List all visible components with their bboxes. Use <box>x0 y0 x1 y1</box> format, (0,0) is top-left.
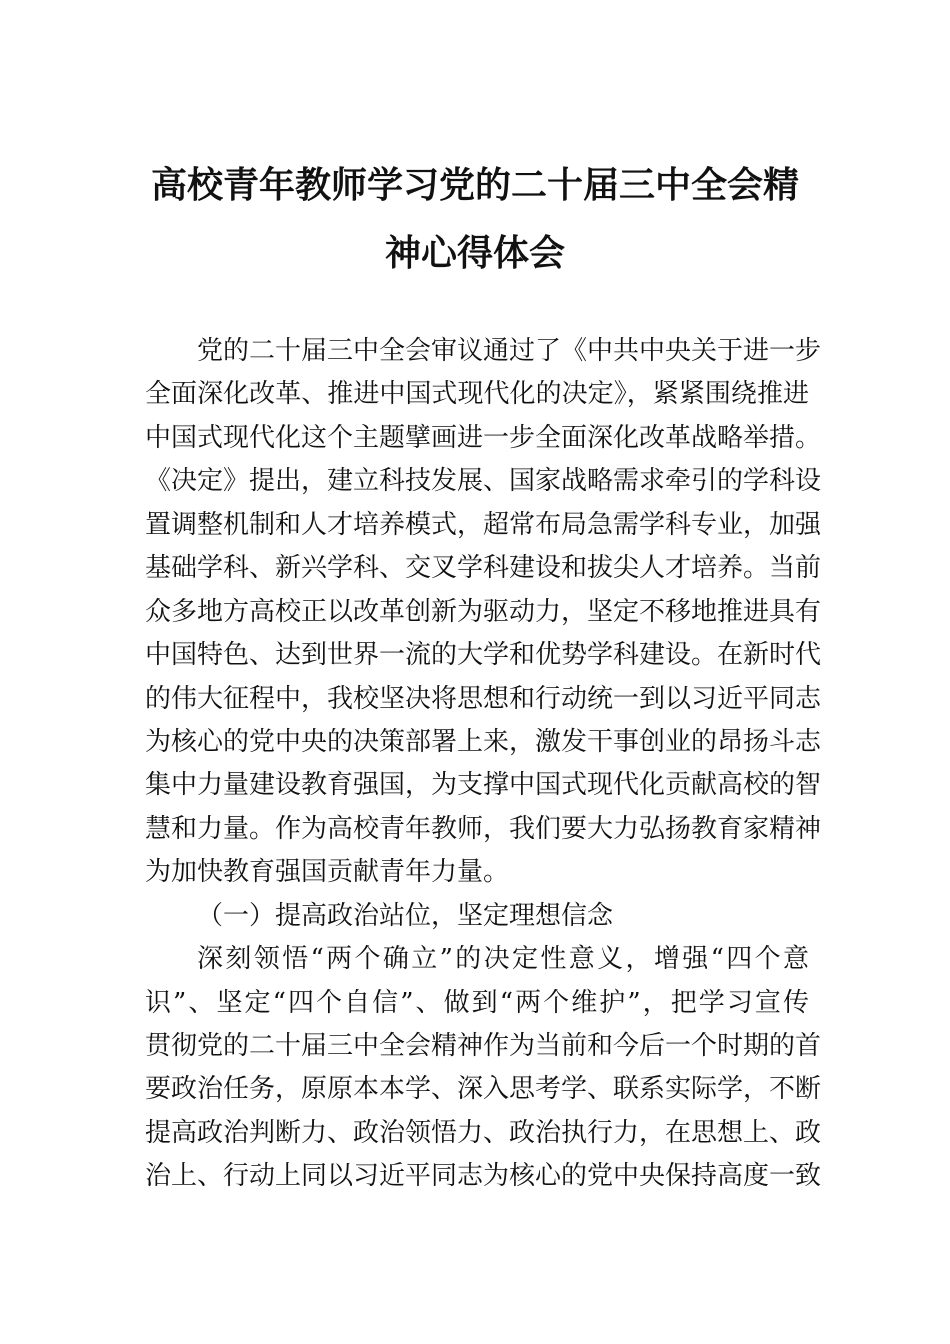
paragraph-line: 《决定》提出，建立科技发展、国家战略需求牵引的学科设 <box>145 466 822 497</box>
paragraph-line: 中国式现代化这个主题擘画进一步全面深化改革战略举措。 <box>145 422 822 453</box>
paragraph-line: 治上、行动上同以习近平同志为核心的党中央保持高度一致 <box>145 1161 822 1192</box>
paragraph-line: 党的二十届三中全会审议通过了《中共中央关于进一步 <box>197 336 822 366</box>
paragraph-intro <box>145 330 822 895</box>
title-line-1: 高校青年教师学习党的二十届三中全会精 <box>150 164 799 206</box>
section-heading: （一）提高政治站位，坚定理想信念 <box>197 900 614 931</box>
paragraph-line: 贯彻党的二十届三中全会精神作为当前和今后一个时期的首 <box>145 1031 822 1061</box>
paragraph-line: 提高政治判断力、政治领悟力、政治执行力，在思想上、政 <box>145 1117 822 1148</box>
paragraph-line: 众多地方高校正以改革创新为驱动力，坚定不移地推进具有 <box>145 596 822 627</box>
paragraph-line: 基础学科、新兴学科、交叉学科建设和拔尖人才培养。当前 <box>145 553 822 584</box>
document-title <box>0 151 950 287</box>
paragraph-line: 集中力量建设教育强国，为支撑中国式现代化贡献高校的智 <box>145 770 822 801</box>
paragraph-line: 要政治任务，原原本本学、深入思考学、联系实际学，不断 <box>145 1074 822 1105</box>
title-line-2: 神心得体会 <box>384 232 565 274</box>
paragraph-line: 全面深化改革、推进中国式现代化的决定》，紧紧围绕推进 <box>145 379 809 410</box>
paragraph-line: 中国特色、达到世界一流的大学和优势学科建设。在新时代 <box>145 640 822 671</box>
paragraph-line: 识”、坚定“四个自信”、做到“两个维护”，把学习宣传 <box>145 987 809 1018</box>
paragraph-line: 深刻领悟“两个确立”的决定性意义，增强“四个意 <box>197 944 809 975</box>
document-body <box>145 330 822 1199</box>
paragraph-section-1 <box>145 938 822 1199</box>
paragraph-line: 为核心的党中央的决策部署上来，激发干事创业的昂扬斗志 <box>145 726 822 757</box>
paragraph-line: 慧和力量。作为高校青年教师，我们要大力弘扬教育家精神 <box>145 813 822 844</box>
paragraph-line: 为加快教育强国贡献青年力量。 <box>145 857 510 888</box>
paragraph-line: 的伟大征程中，我校坚决将思想和行动统一到以习近平同志 <box>145 683 822 714</box>
paragraph-line: 置调整机制和人才培养模式，超常布局急需学科专业，加强 <box>145 509 822 540</box>
